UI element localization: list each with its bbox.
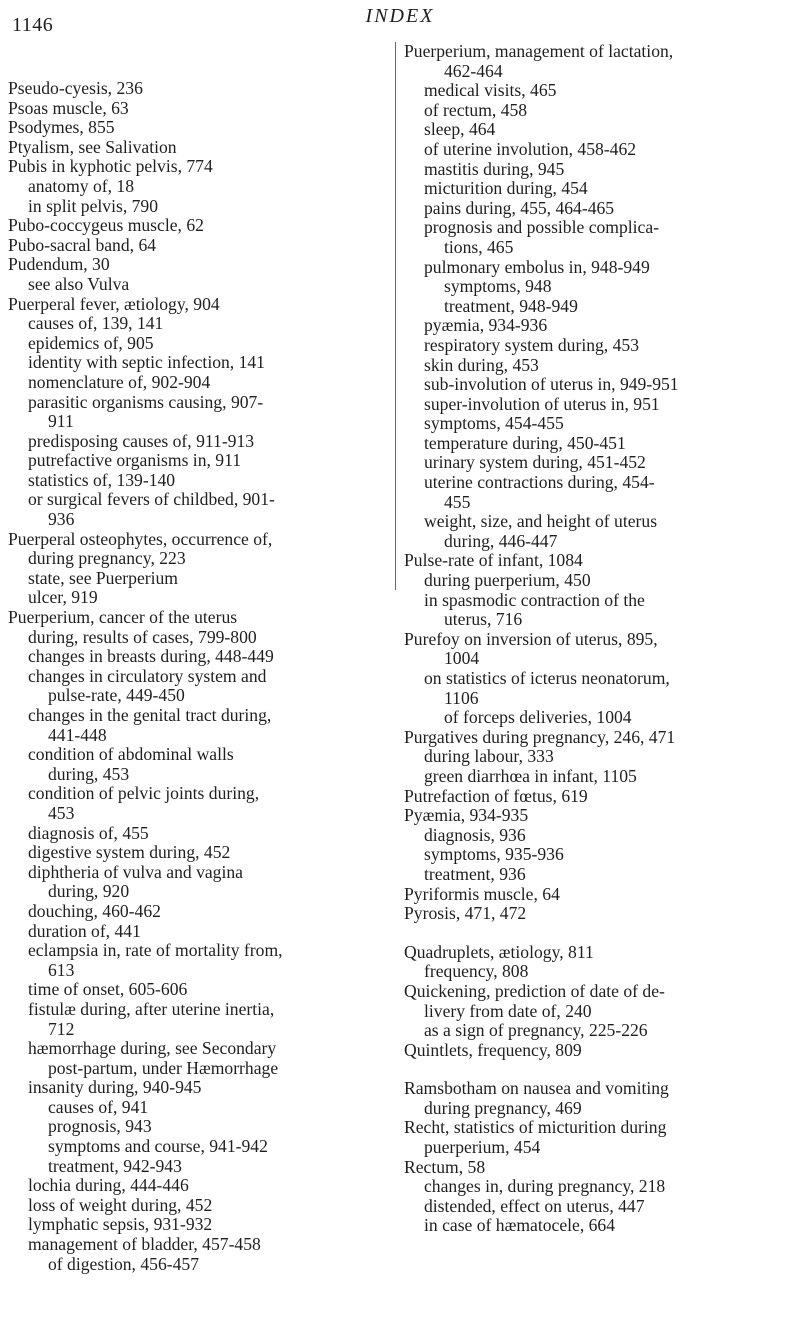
index-subentry: during pregnancy, 469: [424, 1097, 582, 1118]
index-subentry: changes in, during pregnancy, 218: [424, 1176, 666, 1197]
index-heading: Quintlets, frequency, 809: [404, 1039, 582, 1060]
index-heading: Pyriformis muscle, 64: [404, 883, 560, 904]
index-subentry: hæmorrhage during, see Secondary: [28, 1038, 277, 1059]
index-subentry: 936: [48, 509, 75, 530]
index-subentry: during, 453: [48, 763, 130, 784]
index-subentry: livery from date of, 240: [424, 1000, 592, 1021]
index-subentry: sleep, 464: [424, 119, 496, 140]
index-subentry: during pregnancy, 223: [28, 548, 186, 569]
index-subentry: during, 920: [48, 881, 130, 902]
index-subentry: treatment, 942-943: [48, 1155, 182, 1176]
index-subentry: 453: [48, 802, 75, 823]
index-subentry: in spasmodic contraction of the: [424, 589, 645, 610]
index-subentry: diagnosis, 936: [424, 824, 526, 845]
index-subentry: green diarrhœa in infant, 1105: [424, 765, 637, 786]
index-subentry: condition of abdominal walls: [28, 744, 234, 765]
index-subentry: changes in circulatory system and: [28, 665, 267, 686]
index-subentry: urinary system during, 451-452: [424, 452, 646, 473]
index-subentry: douching, 460-462: [28, 900, 161, 921]
index-subentry: 1106: [444, 687, 479, 708]
index-subentry: time of onset, 605-606: [28, 979, 188, 1000]
index-subentry: symptoms, 948: [444, 276, 552, 297]
index-subentry: of forceps deliveries, 1004: [444, 707, 632, 728]
index-heading: Pyæmia, 934-935: [404, 805, 529, 826]
running-head: INDEX: [365, 5, 435, 27]
index-subentry: diagnosis of, 455: [28, 822, 149, 843]
index-heading: Pyrosis, 471, 472: [404, 903, 527, 924]
index-heading: Puerperal osteophytes, occurrence of,: [8, 528, 273, 549]
index-heading: Puerperium, management of lactation,: [404, 41, 674, 61]
index-subentry: during puerperium, 450: [424, 570, 591, 591]
index-subentry: 911: [48, 411, 74, 432]
index-subentry: loss of weight during, 452: [28, 1194, 213, 1215]
index-subentry: putrefactive organisms in, 911: [28, 450, 242, 471]
index-heading: Quickening, prediction of date of de-: [404, 980, 665, 1001]
index-subentry: causes of, 139, 141: [28, 313, 164, 334]
index-subentry: during, results of cases, 799-800: [28, 626, 257, 647]
index-heading: Pulse-rate of infant, 1084: [404, 550, 583, 571]
index-subentry: sub-involution of uterus in, 949-951: [424, 374, 679, 395]
index-subentry: ulcer, 919: [28, 587, 98, 608]
index-heading: Pubo-sacral band, 64: [8, 234, 157, 255]
page-number: 1146: [12, 14, 54, 36]
index-subentry: changes in the genital tract during,: [28, 705, 272, 725]
index-subentry: of digestion, 456-457: [48, 1253, 199, 1274]
index-subentry: lymphatic sepsis, 931-932: [28, 1214, 213, 1235]
index-subentry: 712: [48, 1018, 75, 1039]
index-subentry: respiratory system during, 453: [424, 334, 639, 355]
index-subentry: causes of, 941: [48, 1096, 149, 1117]
index-heading: Ptyalism, see Salivation: [8, 136, 177, 157]
index-column-left: [8, 79, 392, 1274]
index-heading: Purgatives during pregnancy, 246, 471: [404, 726, 676, 747]
index-subentry: pyæmia, 934-936: [424, 315, 548, 336]
section-gap: [404, 1060, 796, 1079]
index-subentry: symptoms, 935-936: [424, 844, 564, 865]
index-subentry: epidemics of, 905: [28, 332, 154, 353]
index-subentry: frequency, 808: [424, 961, 529, 982]
index-subentry: symptoms and course, 941-942: [48, 1136, 268, 1157]
index-heading: Quadruplets, ætiology, 811: [404, 941, 594, 962]
index-subentry: or surgical fevers of childbed, 901-: [28, 489, 275, 510]
index-subentry: condition of pelvic joints during,: [28, 783, 260, 804]
index-subentry: tions, 465: [444, 236, 514, 257]
index-subentry: temperature during, 450-451: [424, 432, 626, 453]
index-heading: Ramsbotham on nausea and vomiting: [404, 1078, 669, 1099]
index-subentry: treatment, 936: [424, 863, 526, 884]
index-subentry: state, see Puerperium: [28, 567, 178, 588]
index-subentry: pains during, 455, 464-465: [424, 197, 615, 218]
index-subentry: lochia during, 444-446: [28, 1175, 189, 1196]
index-subentry: predisposing causes of, 911-913: [28, 430, 255, 451]
index-subentry: symptoms, 454-455: [424, 413, 564, 434]
index-subentry: fistulæ during, after uterine inertia,: [28, 998, 275, 1019]
index-subentry: pulse-rate, 449-450: [48, 685, 185, 706]
column-divider: [395, 42, 396, 590]
index-column-right: [404, 42, 796, 1236]
index-subentry: weight, size, and height of uterus: [424, 511, 658, 532]
index-subentry: insanity during, 940-945: [28, 1077, 202, 1098]
index-subentry: prognosis and possible complica-: [424, 217, 660, 238]
index-subentry: uterus, 716: [444, 609, 523, 630]
index-subentry: 1004: [444, 648, 480, 669]
index-subentry: uterine contractions during, 454-: [424, 472, 655, 493]
index-subentry: during labour, 333: [424, 746, 554, 767]
index-subentry: anatomy of, 18: [28, 175, 135, 196]
index-subentry: management of bladder, 457-458: [28, 1234, 261, 1255]
index-subentry: prognosis, 943: [48, 1116, 152, 1137]
index-subentry: on statistics of icterus neonatorum,: [424, 668, 670, 688]
index-subentry: skin during, 453: [424, 354, 539, 375]
index-heading: Puerperal fever, ætiology, 904: [8, 293, 220, 314]
index-subentry: micturition during, 454: [424, 178, 588, 199]
index-subentry: 455: [444, 491, 471, 512]
index-heading: Putrefaction of fœtus, 619: [404, 785, 588, 806]
index-subentry: nomenclature of, 902-904: [28, 371, 211, 392]
index-subentry: treatment, 948-949: [444, 295, 578, 316]
index-subentry: digestive system during, 452: [28, 842, 231, 863]
index-subentry: distended, effect on uterus, 447: [424, 1195, 645, 1216]
index-subentry: post-partum, under Hæmorrhage: [48, 1057, 279, 1078]
index-heading: Pseudo-cyesis, 236: [8, 78, 143, 98]
index-heading: Rectum, 58: [404, 1156, 486, 1177]
index-heading: Purefoy on inversion of uterus, 895,: [404, 628, 658, 649]
index-subentry: medical visits, 465: [424, 80, 557, 101]
index-subentry: 441-448: [48, 724, 107, 745]
index-subentry: identity with septic infection, 141: [28, 352, 265, 373]
index-subentry: statistics of, 139-140: [28, 469, 176, 490]
index-subentry: mastitis during, 945: [424, 158, 565, 179]
index-heading: Pubis in kyphotic pelvis, 774: [8, 156, 213, 177]
index-subentry: of rectum, 458: [424, 99, 528, 120]
index-subentry: as a sign of pregnancy, 225-226: [424, 1020, 648, 1041]
index-subentry: eclampsia in, rate of mortality from,: [28, 940, 283, 961]
index-subentry: of uterine involution, 458-462: [424, 138, 637, 159]
index-subentry: in split pelvis, 790: [28, 195, 159, 216]
index-subentry: during, 446-447: [444, 530, 558, 551]
index-subentry: changes in breasts during, 448-449: [28, 646, 274, 667]
index-subentry: duration of, 441: [28, 920, 141, 941]
index-subentry: super-involution of uterus in, 951: [424, 393, 660, 414]
index-subentry: diphtheria of vulva and vagina: [28, 861, 243, 882]
index-subentry: 462-464: [444, 60, 503, 81]
index-heading: Pudendum, 30: [8, 254, 110, 275]
index-heading: Psoas muscle, 63: [8, 97, 129, 118]
index-subentry: pulmonary embolus in, 948-949: [424, 256, 650, 277]
index-subentry: puerperium, 454: [424, 1137, 541, 1158]
index-subentry: see also Vulva: [28, 273, 130, 294]
index-subentry: in case of hæmatocele, 664: [424, 1215, 616, 1236]
index-heading: Puerperium, cancer of the uterus: [8, 607, 238, 628]
index-heading: Psodymes, 855: [8, 117, 115, 138]
section-gap: [404, 924, 796, 943]
index-heading: Recht, statistics of micturition during: [404, 1117, 667, 1138]
index-subentry: parasitic organisms causing, 907-: [28, 391, 264, 412]
index-heading: Pubo-coccygeus muscle, 62: [8, 215, 204, 236]
index-subentry: 613: [48, 959, 75, 980]
